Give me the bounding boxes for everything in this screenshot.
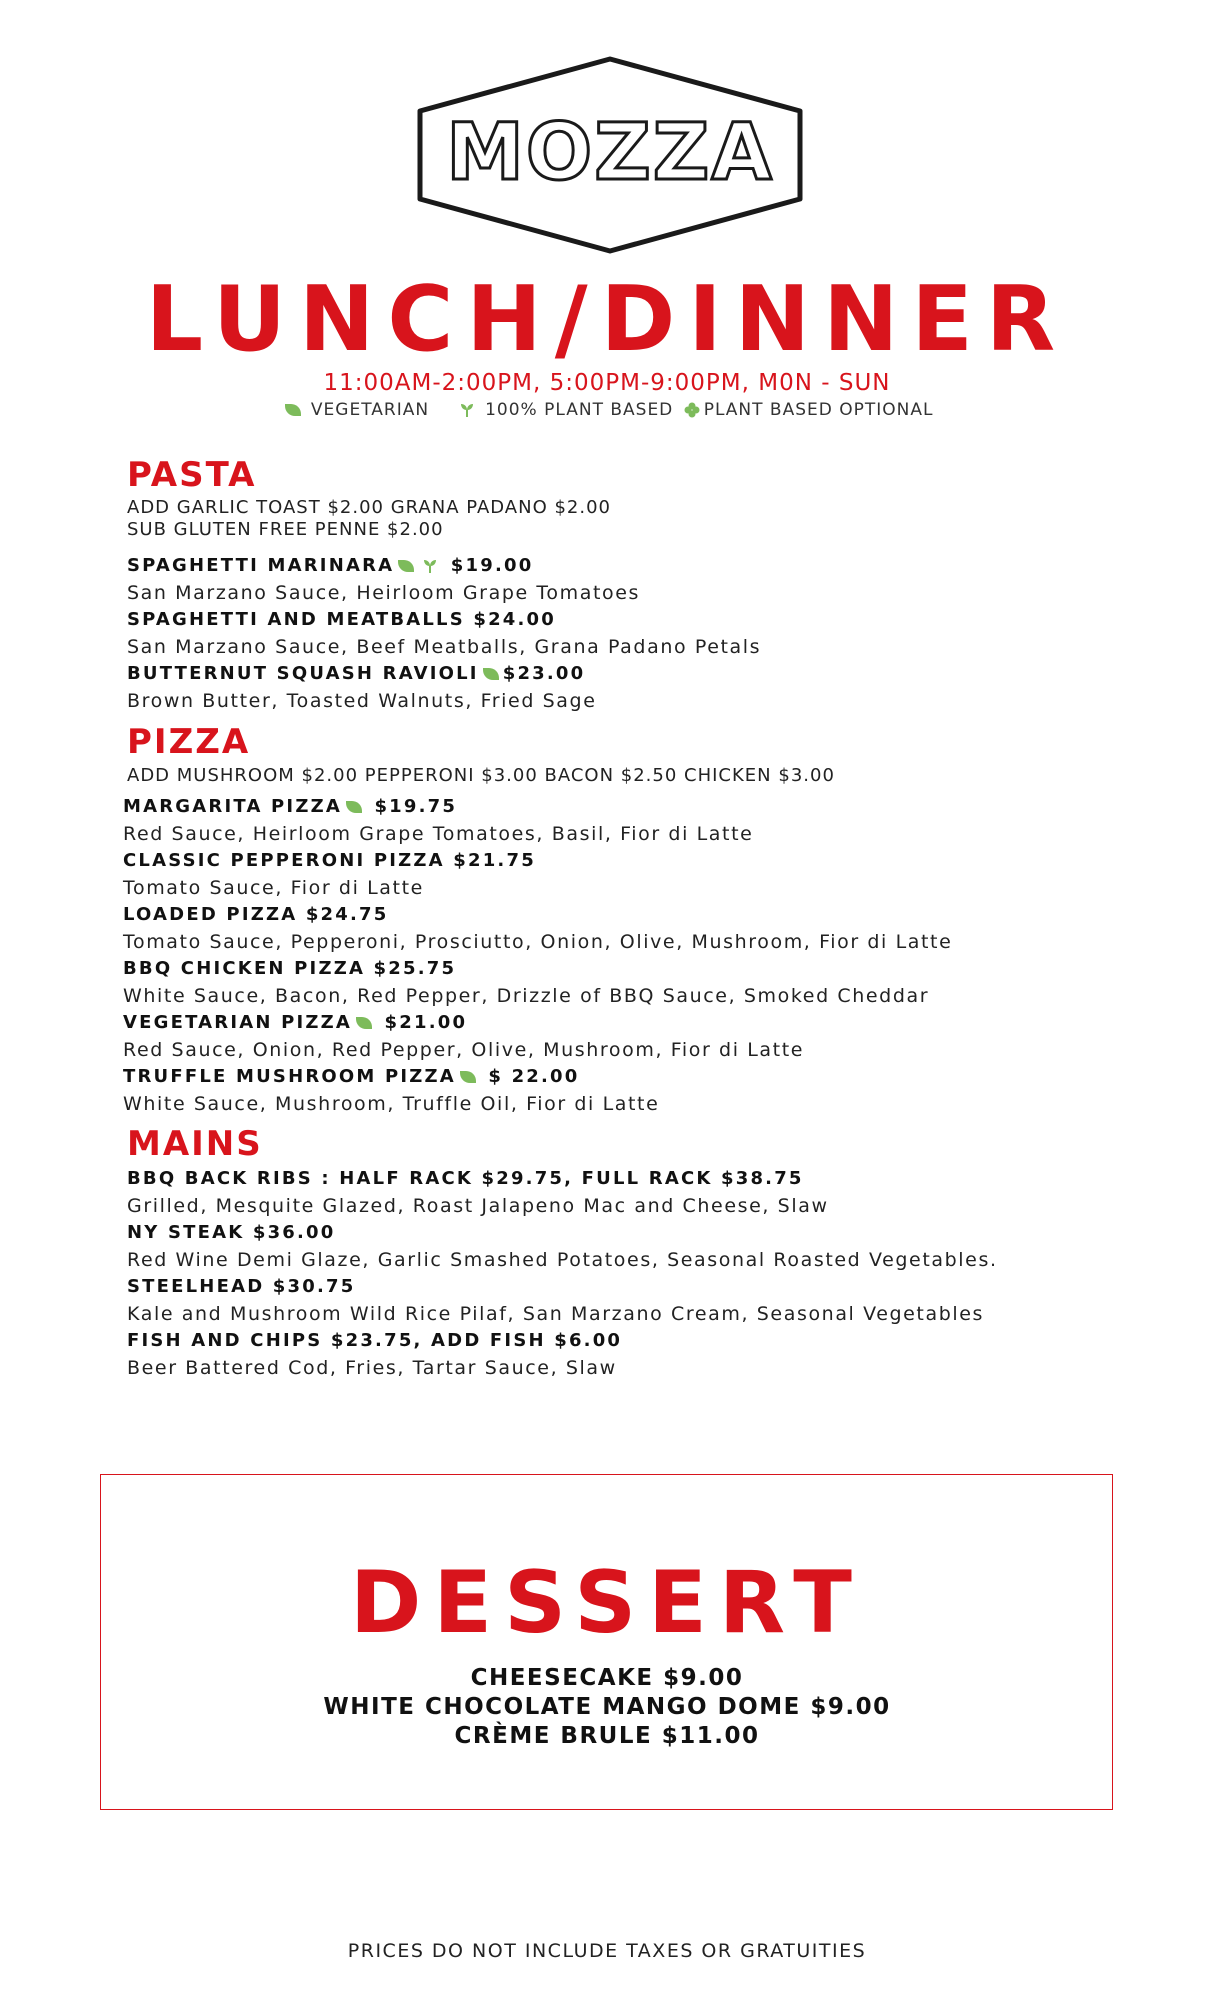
menu-item-description: Kale and Mushroom Wild Rice Pilaf, San Marzano Cream, Seasonal Vegetables (127, 1303, 985, 1325)
menu-item-description: Tomato Sauce, Fior di Latte (123, 877, 424, 899)
menu-item-name: VEGETARIAN PIZZA $21.00 (123, 1012, 468, 1033)
pizza-note: ADD MUSHROOM $2.00 PEPPERONI $3.00 BACON $2.50 CHICKEN $3.00 (127, 765, 835, 786)
logo-text: MOZZA (446, 108, 774, 198)
menu-item-description: Grilled, Mesquite Glazed, Roast Jalapeno Mac and Cheese, Slaw (127, 1195, 829, 1217)
dessert-item: WHITE CHOCOLATE MANGO DOME $9.00 (323, 1694, 891, 1720)
section-title-dessert: DESSERT (350, 1553, 864, 1653)
menu-item-name: SPAGHETTI MARINARA $19.00 (127, 555, 534, 576)
menu-item-description: White Sauce, Mushroom, Truffle Oil, Fior di Latte (123, 1093, 660, 1115)
menu-item-name: BBQ CHICKEN PIZZA $25.75 (123, 958, 457, 979)
menu-item-description: San Marzano Sauce, Heirloom Grape Tomatoes (127, 582, 641, 604)
menu-item-name: FISH AND CHIPS $23.75, ADD FISH $6.00 (127, 1330, 623, 1351)
section-title-pasta: PASTA (127, 455, 257, 495)
vegetarian-leaf-icon (356, 1017, 372, 1029)
pasta-note-2: SUB GLUTEN FREE PENNE $2.00 (127, 519, 444, 540)
section-title-mains: MAINS (127, 1124, 263, 1164)
vegetarian-leaf-icon (285, 404, 301, 416)
menu-item-name: CLASSIC PEPPERONI PIZZA $21.75 (123, 850, 536, 871)
menu-item-name: MARGARITA PIZZA $19.75 (123, 796, 458, 817)
menu-item-name: LOADED PIZZA $24.75 (123, 904, 389, 925)
menu-item-name: BBQ BACK RIBS : HALF RACK $29.75, FULL RACK $38.75 (127, 1168, 804, 1189)
vegetarian-leaf-icon (460, 1071, 476, 1083)
diet-legend (0, 400, 1214, 420)
sprout-icon (459, 402, 475, 418)
menu-item-description: Red Sauce, Heirloom Grape Tomatoes, Basil, Fior di Latte (123, 823, 754, 845)
menu-item-description: Beer Battered Cod, Fries, Tartar Sauce, Slaw (127, 1357, 617, 1379)
legend-plant-optional: PLANT BASED OPTIONAL (703, 400, 934, 420)
sprout-icon (422, 558, 438, 574)
footer-note: PRICES DO NOT INCLUDE TAXES OR GRATUITIES (347, 1940, 867, 1962)
menu-item-name: NY STEAK $36.00 (127, 1222, 336, 1243)
legend-vegetarian: VEGETARIAN (310, 400, 430, 420)
dessert-item: CHEESECAKE $9.00 (470, 1665, 744, 1691)
section-title-pizza: PIZZA (127, 722, 251, 762)
pasta-note-1: ADD GARLIC TOAST $2.00 GRANA PADANO $2.00 (127, 497, 612, 518)
clover-icon (684, 402, 700, 418)
menu-item-name: STEELHEAD $30.75 (127, 1276, 356, 1297)
menu-item-description: San Marzano Sauce, Beef Meatballs, Grana Padano Petals (127, 636, 762, 658)
dessert-item: CRÈME BRULE $11.00 (454, 1723, 760, 1749)
menu-item-description: Brown Butter, Toasted Walnuts, Fried Sage (127, 690, 597, 712)
menu-item-description: Red Sauce, Onion, Red Pepper, Olive, Mushroom, Fior di Latte (123, 1039, 805, 1061)
legend-plant-based: 100% PLANT BASED (485, 400, 674, 420)
mozza-logo (415, 55, 805, 255)
menu-item-name: TRUFFLE MUSHROOM PIZZA $ 22.00 (123, 1066, 580, 1087)
vegetarian-leaf-icon (483, 668, 499, 680)
hours: 11:00AM-2:00PM, 5:00PM-9:00PM, M0N - SUN (323, 370, 891, 396)
menu-item-name: SPAGHETTI AND MEATBALLS $24.00 (127, 609, 557, 630)
menu-item-description: White Sauce, Bacon, Red Pepper, Drizzle of BBQ Sauce, Smoked Cheddar (123, 985, 930, 1007)
page-title: LUNCH/DINNER (145, 267, 1069, 372)
menu-item-description: Tomato Sauce, Pepperoni, Prosciutto, Onion, Olive, Mushroom, Fior di Latte (123, 931, 953, 953)
vegetarian-leaf-icon (398, 560, 414, 572)
vegetarian-leaf-icon (346, 801, 362, 813)
menu-item-name: BUTTERNUT SQUASH RAVIOLI $23.00 (127, 663, 586, 684)
menu-item-description: Red Wine Demi Glaze, Garlic Smashed Potatoes, Seasonal Roasted Vegetables. (127, 1249, 998, 1271)
